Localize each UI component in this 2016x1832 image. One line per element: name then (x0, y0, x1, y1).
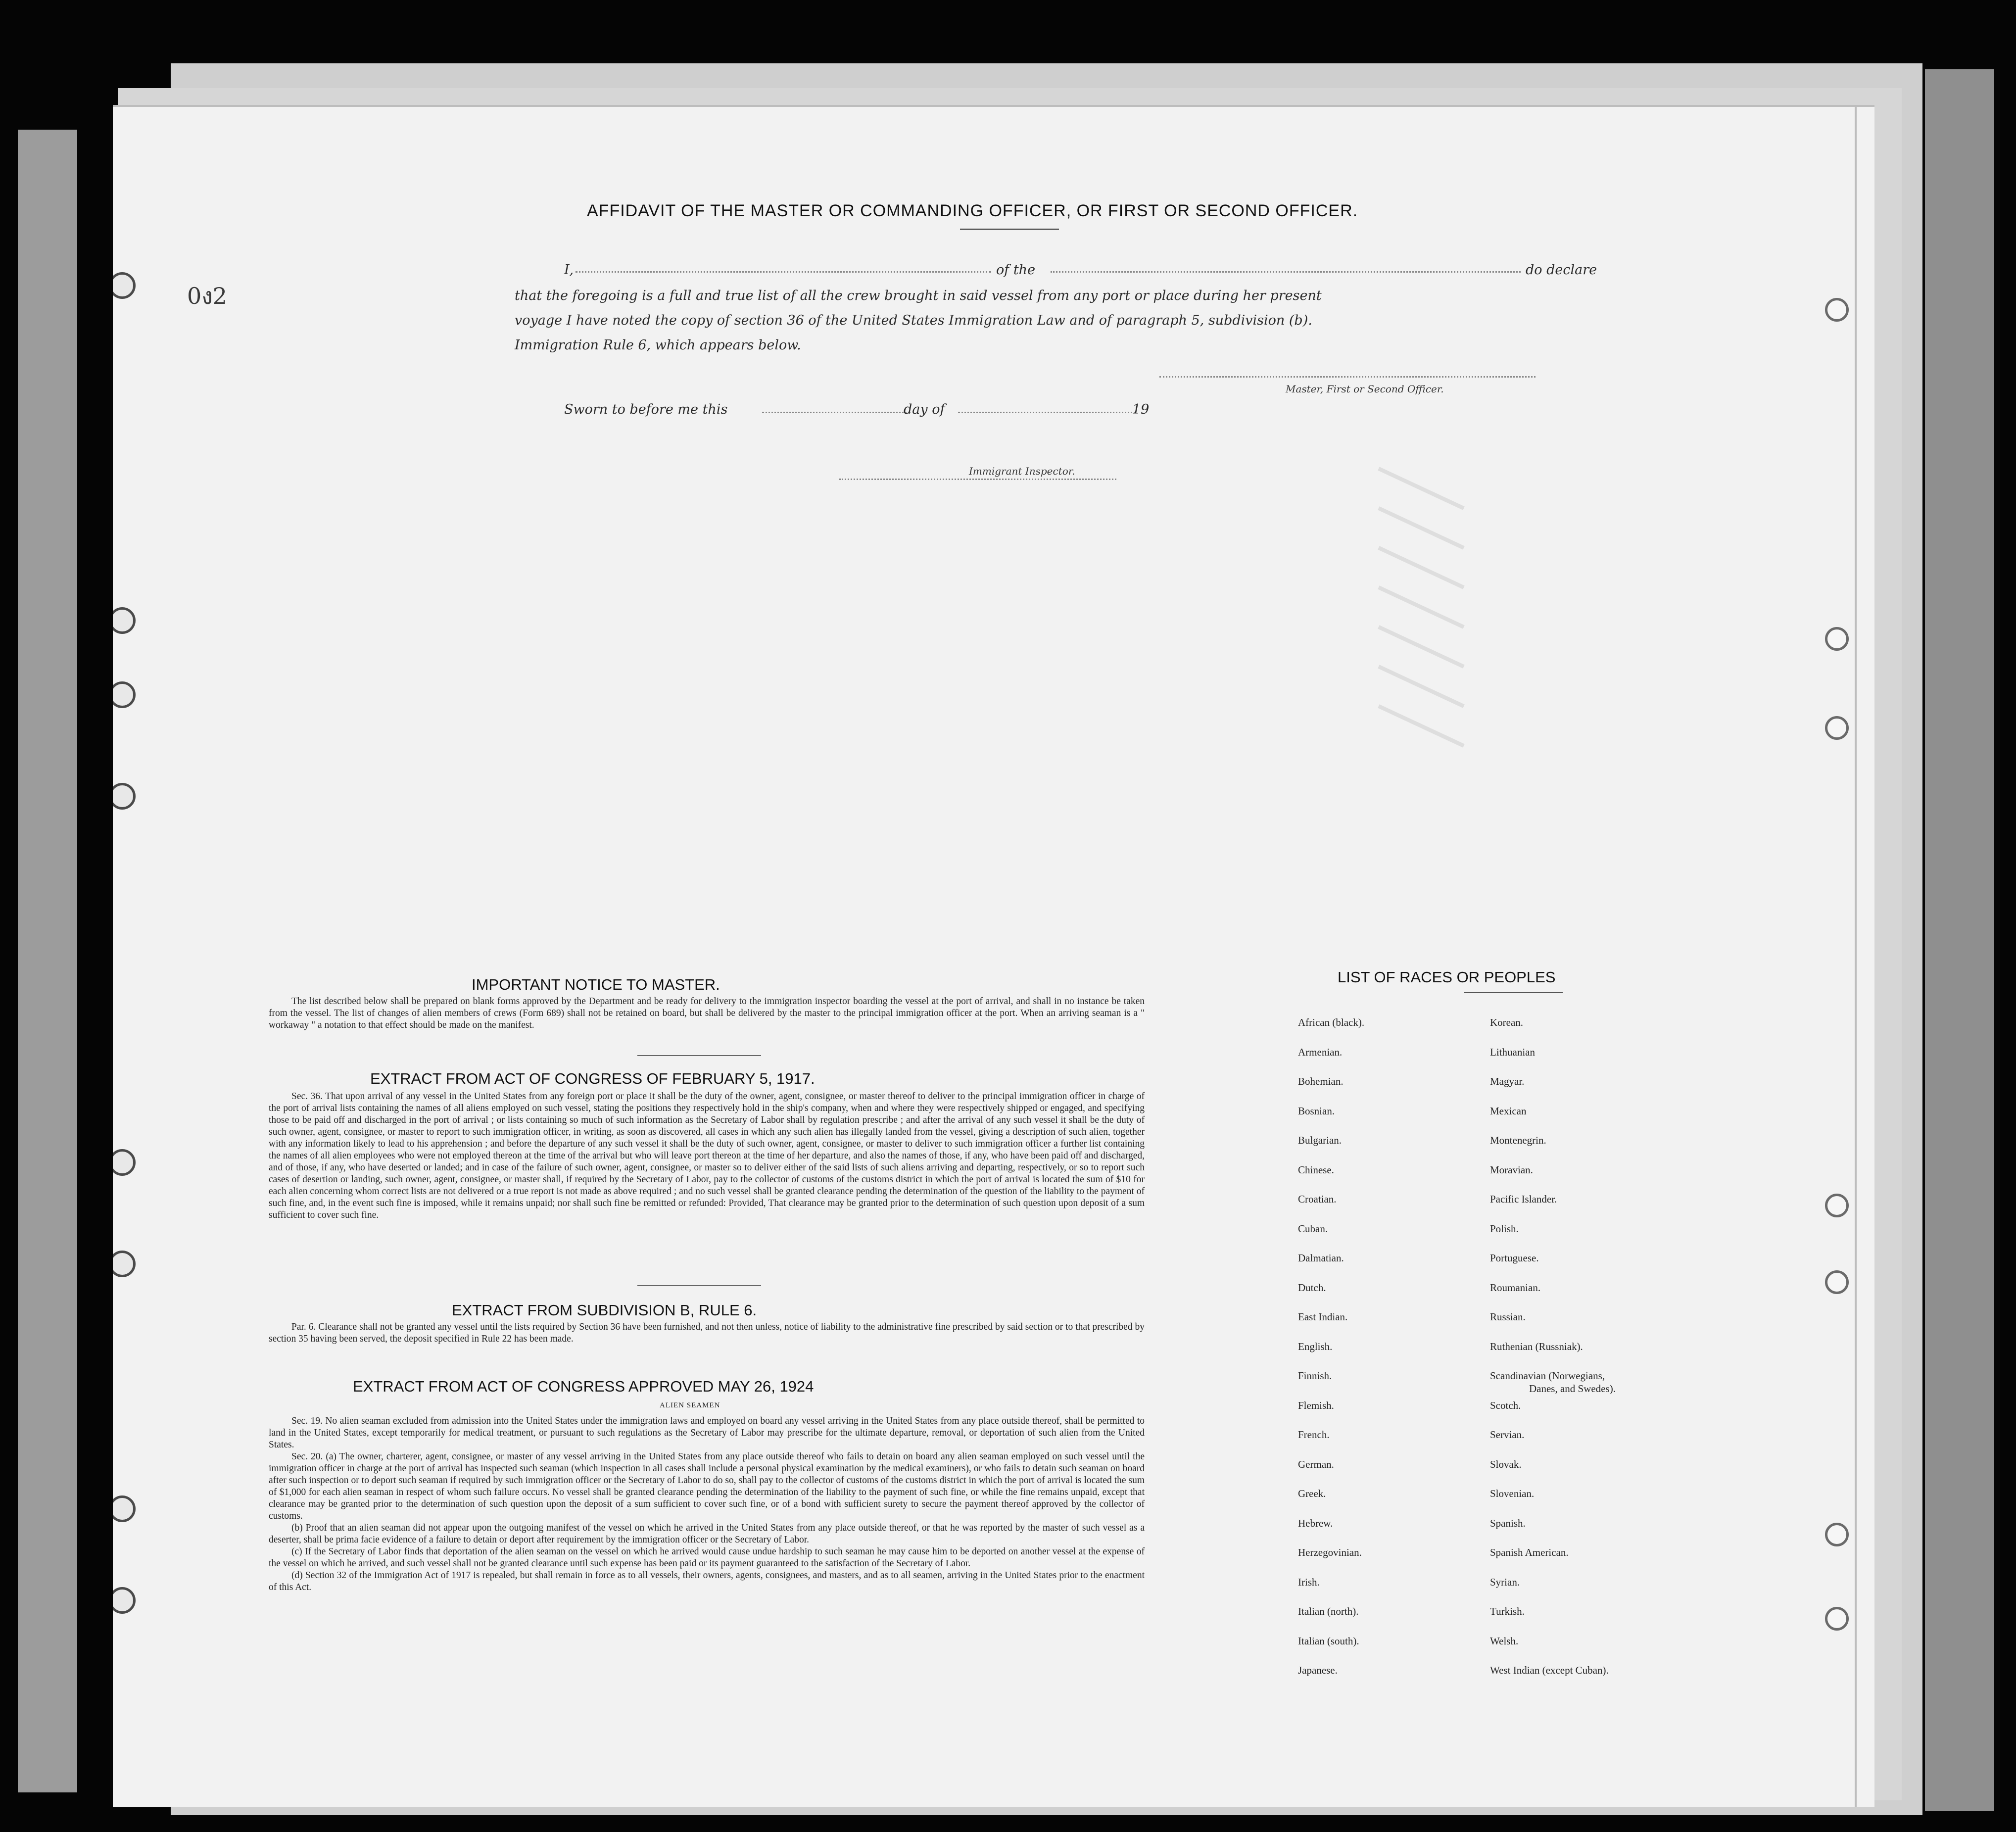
races-title: LIST OF RACES OR PEOPLES (1338, 968, 1556, 986)
race-item: West Indian (except Cuban). (1490, 1664, 1609, 1676)
affidavit-title: AFFIDAVIT OF THE MASTER OR COMMANDING OFFICER, OR FIRST OR SECOND OFFICER. (587, 201, 1358, 220)
race-item: Slovenian. (1490, 1488, 1535, 1499)
affidavit-line-4: Immigration Rule 6, which appears below. (515, 337, 801, 353)
race-item: Irish. (1298, 1576, 1320, 1588)
race-item: Servian. (1490, 1429, 1525, 1441)
race-item: Russian. (1490, 1311, 1526, 1323)
day-of-text: day of (904, 402, 945, 417)
race-item: Pacific Islander. (1490, 1193, 1557, 1205)
extract-1924-paragraph: Sec. 20. (a) The owner, charterer, agent, consignee, or master of any vessel arriving in the United States from any place outside thereof who fails to detain on board any alien seaman employed on such vessel until the immigration officer in charge at the port of arrival has inspected such seaman (which inspection in all cases shall include a personal physical examination by the medical examiners), or who fails to detain such seaman on board after such inspection or to deport such seaman if required by such immigration officer or the Secretary of Labor to do so, shall pay to the collector of customs of the customs district in which the port of arrival is located the sum of $1,000 for each alien seaman in respect of whom such failure occurs. No vessel shall be granted clearance pending the determination of the liability to the payment of such fine, or while the fine remains unpaid, except that clearance may be granted prior to the determination of such question upon the deposit of a sum sufficient to cover such fine, or of a bond with sufficient surety to secure the payment thereof approved by the collector of customs. (269, 1451, 1145, 1521)
race-item: Spanish. (1490, 1517, 1526, 1529)
bleed-stroke (1378, 665, 1465, 708)
binder-hole (1825, 1523, 1849, 1546)
notice-title: IMPORTANT NOTICE TO MASTER. (472, 976, 720, 993)
extract-1917-paragraph: Sec. 36. That upon arrival of any vessel in the United States from any foreign port or place it shall be the duty of the owner, agent, consignee, or master thereof to deliver to the principal immigration officer in charge of the port of arrival lists containing the names of all aliens employed on such vessel, stating the positions they respectively hold in the ship's company, when and where they were respectively shipped or engaged, and specifying those to be paid off and discharged in the port of arrival ; or lists containing so much of such information as the Secretary of Labor shall by regulation prescribe ; and after the arrival of any such vessel it shall be the duty of such owner, agent, consignee, or master to report to such immigration officer, in writing, as soon as discovered, all cases in which any such alien has illegally landed from the vessel, giving a description of such alien, together with any information likely to lead to his apprehension ; and before the departure of any such vessel it shall be the duty of such owner, agent, consignee, or master to deliver to such immigration officer a further list containing the names of all alien employees who were not employed thereon at the time of the arrival but who will leave port thereon at the time of her departure, and also the names of those, if any, who have been paid off and discharged, and of those, if any, who have deserted or landed; and in case of the failure of such owner, agent, consignee, or master so to deliver either of the said lists of such aliens arriving and departing, respectively, or so to report such cases of desertion or landing, such owner, agent, consignee, or master shall, if required by the Secretary of Labor, pay to the collector of customs of the customs district in which the port of arrival is located the sum of $10 for each alien concerning whom correct lists are not delivered or a true report is not made as above required ; and no such vessel shall be granted clearance pending the determination of the question of the liability to the payment of such fine, and, in the event such fine is imposed, while it remains unpaid; nor shall such fine be remitted or refunded: Provided, That clearance may be granted prior to the determination of such question upon deposit of a sum sufficient to cover such fine. (269, 1091, 1145, 1220)
margin-stamp: 0ง2 (187, 283, 227, 309)
race-item: Armenian. (1298, 1046, 1343, 1058)
alien-seamen-subtitle: ALIEN SEAMEN (660, 1401, 720, 1409)
race-item: Scandinavian (Norwegians, (1490, 1370, 1605, 1382)
binder-hole (113, 1149, 136, 1176)
name-blank (576, 271, 991, 273)
subdivision-paragraph: Par. 6. Clearance shall not be granted any vessel until the lists required by Section 36 have been furnished, and not then unless, notice of liability to the administrative fine prescribed by said section or to that prescribed by section 35 having been served, the deposit specified in Rule 22 has been made. (269, 1322, 1145, 1344)
race-item: Finnish. (1298, 1370, 1332, 1382)
bleed-stroke (1378, 625, 1465, 669)
extract-1924-title: EXTRACT FROM ACT OF CONGRESS APPROVED MAY 26, 1924 (353, 1378, 814, 1395)
extract-1924-text (269, 1415, 1145, 1593)
race-item: Roumanian. (1490, 1281, 1541, 1294)
subdivision-title: EXTRACT FROM SUBDIVISION B, RULE 6. (452, 1302, 757, 1319)
bleed-stroke (1378, 704, 1465, 748)
bleed-stroke (1378, 546, 1465, 589)
section-rule (637, 1285, 761, 1286)
binder-hole (1825, 298, 1849, 322)
race-item: Bulgarian. (1298, 1134, 1342, 1146)
affidavit-of-the: of the (996, 262, 1036, 278)
binder-hole (113, 272, 136, 299)
race-item: Montenegrin. (1490, 1134, 1546, 1146)
title-rule (960, 229, 1059, 230)
race-item: Italian (south). (1298, 1635, 1359, 1647)
race-item: Flemish. (1298, 1399, 1334, 1411)
bleed-stroke (1378, 467, 1465, 510)
race-item: Spanish American. (1490, 1546, 1569, 1558)
extract-1924-paragraph: Sec. 19. No alien seaman excluded from admission into the United States under the immigration laws and employed on board any vessel arriving in the United States from any place outside thereof, shall be permitted to land in the United States, except temporarily for medical treatment, or pursuant to such regulations as the Secretary of Labor may prescribe for the ultimate departure, removal, or deportation of such alien from the United States. (269, 1416, 1145, 1450)
month-blank (958, 412, 1136, 413)
race-item: Herzegovinian. (1298, 1546, 1362, 1558)
race-item: Chinese. (1298, 1163, 1334, 1176)
race-item: Croatian. (1298, 1193, 1337, 1205)
affidavit-i: I, (564, 262, 574, 278)
page-edge (1855, 105, 1857, 1807)
form-page (113, 105, 1874, 1807)
sworn-text: Sworn to before me this (564, 402, 728, 417)
section-rule (637, 1055, 761, 1056)
race-item: Dutch. (1298, 1281, 1326, 1294)
race-item: Syrian. (1490, 1576, 1520, 1588)
right-binder-strip (1925, 69, 1994, 1811)
inspector-blank (839, 479, 1116, 480)
binder-hole (1825, 1270, 1849, 1294)
race-item: East Indian. (1298, 1311, 1348, 1323)
race-item: Italian (north). (1298, 1605, 1359, 1617)
race-item: Korean. (1490, 1016, 1524, 1028)
page-edge (113, 105, 1874, 107)
day-blank (762, 412, 911, 413)
binder-hole (113, 607, 136, 634)
vessel-blank (1051, 271, 1521, 273)
race-item: Bohemian. (1298, 1075, 1344, 1087)
binder-hole (1825, 1607, 1849, 1631)
inspector-caption: Immigrant Inspector. (969, 465, 1075, 477)
extract-1917-text (269, 1091, 1145, 1221)
race-item: Magyar. (1490, 1075, 1525, 1087)
race-item: Cuban. (1298, 1222, 1328, 1235)
race-item: Scotch. (1490, 1399, 1521, 1411)
race-item: Greek. (1298, 1488, 1326, 1499)
affidavit-declare: do declare (1526, 262, 1597, 278)
race-item: Bosnian. (1298, 1105, 1335, 1117)
race-item: Turkish. (1490, 1605, 1525, 1617)
notice-text (269, 996, 1145, 1031)
race-item: Welsh. (1490, 1635, 1519, 1647)
notice-paragraph: The list described below shall be prepared on blank forms approved by the Department and be ready for delivery to the immigration inspector boarding the vessel at the port of arrival, and shall in no instance be taken from the vessel. The list of changes of alien members of crews (Form 689) shall not be retained on board, but shall be delivered by the master to the principal immigration officer at the port. When an arriving seaman is a " workaway " a notation to that effect should be made on the manifest. (269, 996, 1145, 1030)
binder-hole (113, 783, 136, 810)
bleed-stroke (1378, 506, 1465, 550)
race-item: English. (1298, 1340, 1333, 1352)
binder-hole (113, 681, 136, 708)
extract-1917-title: EXTRACT FROM ACT OF CONGRESS OF FEBRUARY 5, 1917. (370, 1070, 815, 1087)
affidavit-line-2: that the foregoing is a full and true list of all the crew brought in said vessel from any port or place during her present (515, 288, 1322, 303)
race-item: African (black). (1298, 1016, 1365, 1028)
race-item: Polish. (1490, 1222, 1519, 1235)
extract-1924-paragraph: (d) Section 32 of the Immigration Act of 1917 is repealed, but shall remain in force as to all vessels, their owners, agents, consignees, and masters, and as to all seamen, arriving in the United States prior to the enactment of this Act. (269, 1570, 1145, 1592)
race-item: Mexican (1490, 1105, 1527, 1117)
binder-hole (1825, 1194, 1849, 1217)
race-item: German. (1298, 1458, 1334, 1470)
race-item: Ruthenian (Russniak). (1490, 1340, 1583, 1352)
races-title-rule (1464, 992, 1563, 993)
year-prefix: 19 (1132, 402, 1150, 417)
race-item-continuation: Danes, and Swedes). (1529, 1383, 1616, 1395)
subdivision-text (269, 1321, 1145, 1345)
binder-hole (113, 1495, 136, 1522)
binder-hole (1825, 716, 1849, 740)
race-item: Dalmatian. (1298, 1252, 1344, 1264)
extract-1924-paragraph: (c) If the Secretary of Labor finds that deportation of the alien seaman on the vessel on which he arrived would cause undue hardship to such seaman he may cause him to be deported on another vessel at the expense of the vessel on which he arrived, and such vessel shall not be granted clearance until such expense has been paid or its payment guaranteed to the satisfaction of the Secretary of Labor. (269, 1546, 1145, 1569)
bleed-stroke (1378, 585, 1465, 629)
race-item: Portuguese. (1490, 1252, 1539, 1264)
binder-hole (1825, 627, 1849, 651)
race-item: French. (1298, 1429, 1330, 1441)
race-item: Japanese. (1298, 1664, 1338, 1676)
extract-1924-paragraph: (b) Proof that an alien seaman did not appear upon the outgoing manifest of the vessel on which he arrived in the United States from any place outside thereof, or that he was reported by the master of such vessel as a deserter, shall be prima facie evidence of a failure to detain or deport after requirement by the immigration officer or the Secretary of Labor. (269, 1523, 1145, 1545)
race-item: Hebrew. (1298, 1517, 1333, 1529)
race-item: Slovak. (1490, 1458, 1522, 1470)
race-item: Moravian. (1490, 1163, 1533, 1176)
race-item: Lithuanian (1490, 1046, 1535, 1058)
affidavit-line-3: voyage I have noted the copy of section 36 of the United States Immigration Law and of paragraph 5, subdivision (b). (515, 313, 1312, 328)
signature-caption: Master, First or Second Officer. (1286, 383, 1444, 395)
binder-strip (18, 130, 77, 1792)
binder-hole (113, 1251, 136, 1277)
binder-hole (113, 1587, 136, 1614)
signature-blank (1159, 376, 1536, 378)
